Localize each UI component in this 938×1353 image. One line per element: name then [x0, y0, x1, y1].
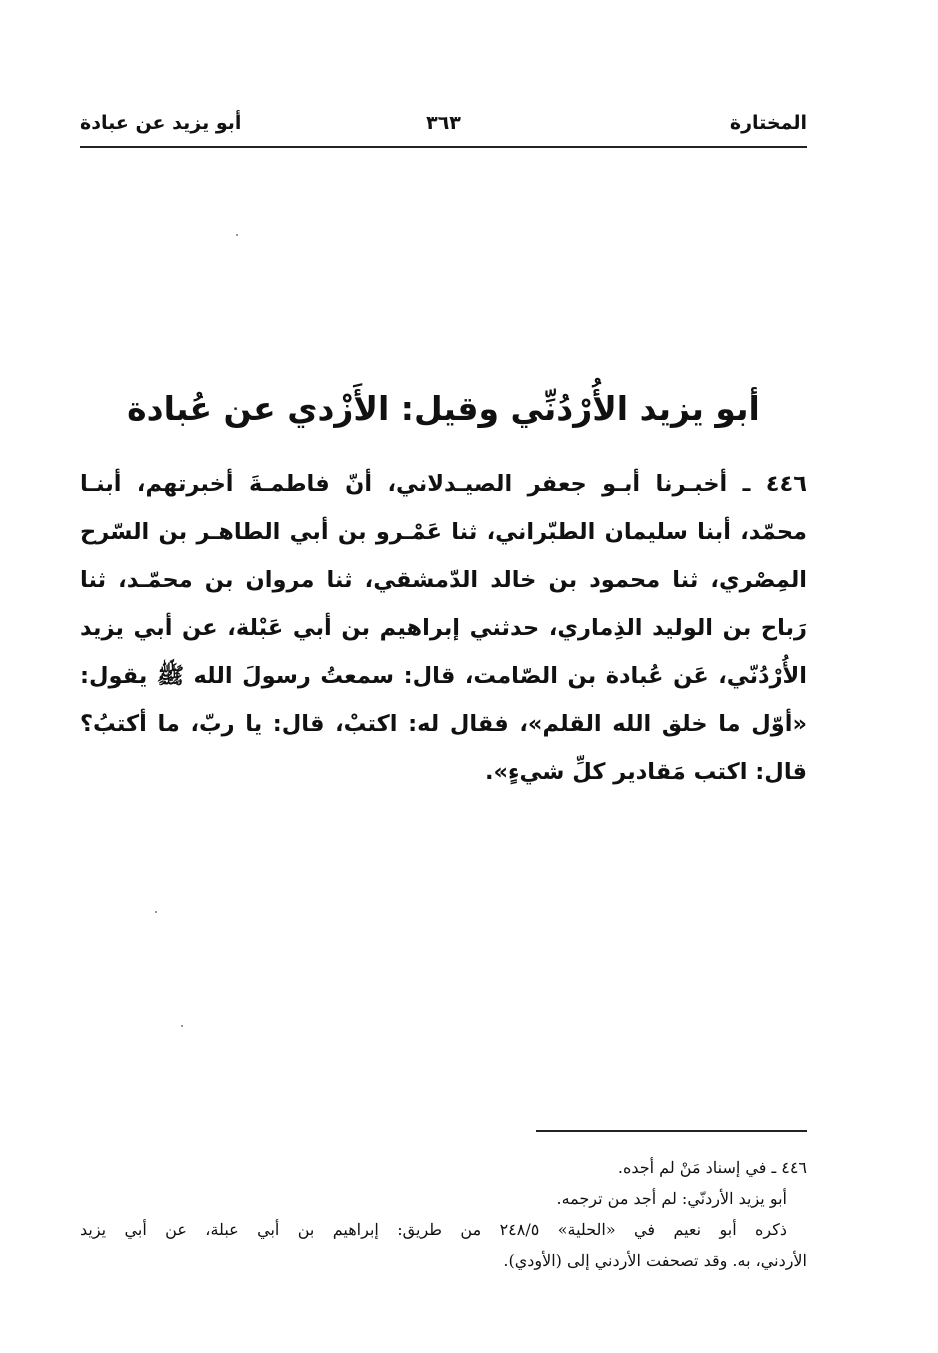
hadith-line: «أوّل ما خلق الله القلم»، فقال له: اكتبْ، قال: يا ربّ، ما أكتبُ؟: [80, 711, 807, 737]
hadith-line: رَباح بن الوليد الذِماري، حدثني إبراهيم بن أبي عَبْلة، عن أبي يزيد: [80, 615, 807, 641]
hadith-line: ٤٤٦ ـ أخبـرنا أبـو جعفر الصيـدلاني، أنّ فاطمـةَ أخبرتهم، أبنـا: [80, 471, 807, 497]
chapter-heading: أبو يزيد الأُرْدُنِّي وقيل: الأَزْدي عن عُبادة: [127, 389, 760, 428]
section-title: أبو يزيد عن عبادة: [80, 112, 242, 134]
footnote-divider: [536, 1130, 807, 1132]
footnote-line: ٤٤٦ ـ في إسناد مَنْ لم أجده.: [617, 1158, 807, 1177]
scan-speck: [181, 1025, 183, 1027]
footnote-line: أبو يزيد الأردنّي: لم أجد من ترجمه.: [556, 1189, 787, 1208]
footnote-line: ذكره أبو نعيم في «الحلية» ٢٤٨/٥ من طريق: إبراهيم بن أبي عبلة، عن أبي يزيد: [80, 1220, 788, 1239]
hadith-line: محمّد، أبنا سليمان الطبّراني، ثنا عَمْـرو بن أبي الطاهـر بن السّرح: [80, 519, 807, 545]
footnotes: [80, 1152, 807, 1276]
footnote-line: الأردني، به. وقد تصحفت الأردني إلى (الأودي).: [503, 1251, 807, 1270]
header-divider: [80, 146, 807, 148]
hadith-line: قال: اكتب مَقادير كلِّ شيءٍ».: [484, 759, 807, 785]
hadith-text: [80, 460, 807, 796]
page-number: ٣٦٣: [426, 112, 461, 134]
hadith-line: الأُرْدُنّي، عَن عُبادة بن الصّامت، قال: سمعتُ رسولَ الله ﷺ يقول:: [80, 663, 807, 689]
book-title: المختارة: [729, 112, 807, 134]
hadith-line: المِصْري، ثنا محمود بن خالد الدّمشقي، ثنا مروان بن محمّـد، ثنا: [80, 567, 807, 593]
running-header: [80, 112, 807, 142]
scan-speck: [236, 234, 238, 236]
scan-speck: [155, 911, 157, 913]
